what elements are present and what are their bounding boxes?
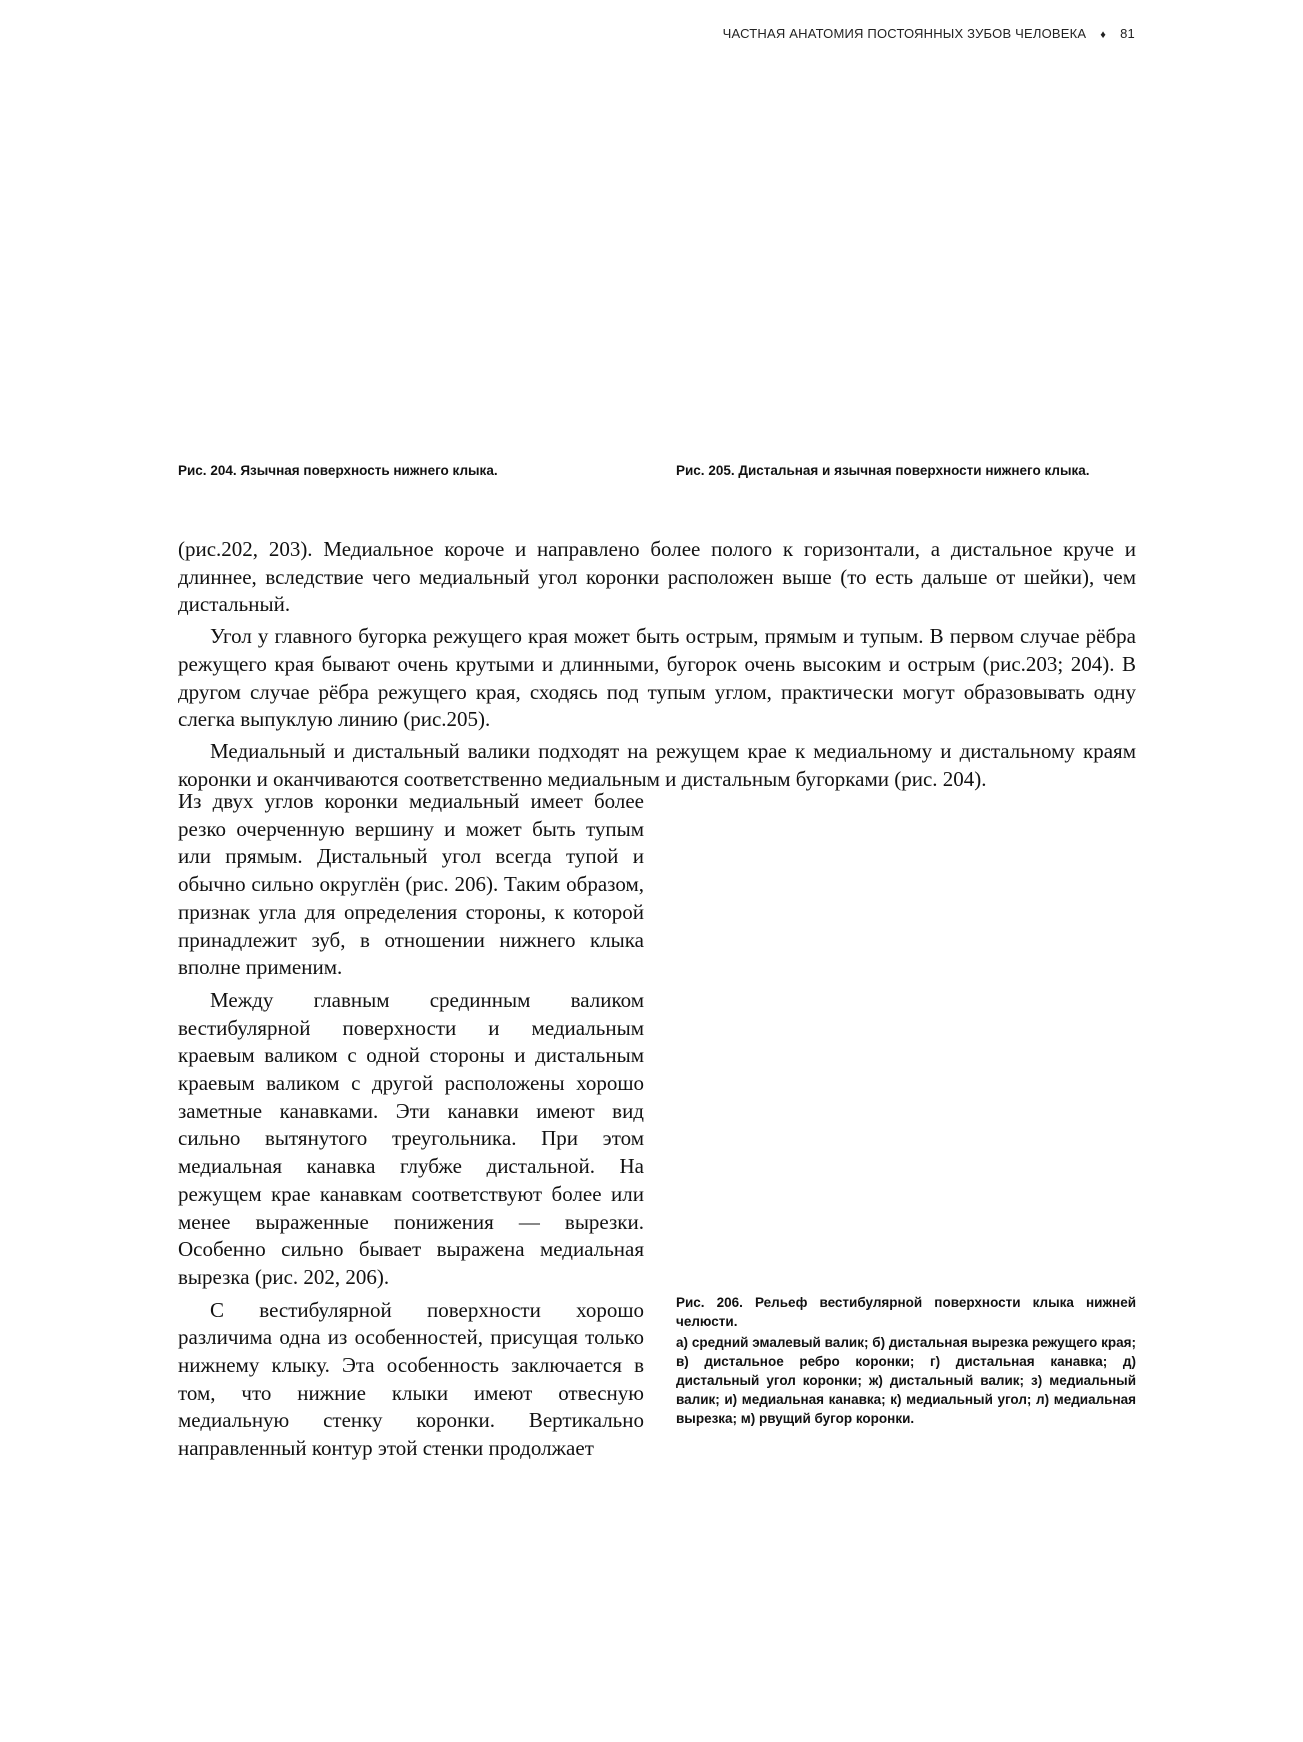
paragraph: (рис.202, 203). Медиальное короче и направлено более полого к горизонтали, а дистальное круче и длиннее, вследствие чего медиальный угол коронки расположен выше (то есть дальше от шейки), чем дистальный. bbox=[178, 537, 1136, 617]
body-text-column bbox=[178, 788, 644, 1463]
figure-206-image bbox=[676, 800, 1136, 1280]
figure-204-caption: Рис. 204. Язычная поверхность нижнего клыка. bbox=[178, 463, 498, 478]
figure-205-caption: Рис. 205. Дистальная и язычная поверхности нижнего клыка. bbox=[676, 463, 1090, 478]
paragraph: Из двух углов коронки медиальный имеет более резко очерченную вершину и может быть тупым или прямым. Дистальный угол всегда тупой и обычно сильно округлён (рис. 206). Таким образом, признак угла для определения стороны, к которой принадлежит зуб, в отношении нижнего клыка вполне применим. bbox=[178, 789, 644, 980]
page-number: 81 bbox=[1120, 26, 1135, 41]
running-title: ЧАСТНАЯ АНАТОМИЯ ПОСТОЯННЫХ ЗУБОВ ЧЕЛОВЕКА bbox=[722, 26, 1087, 41]
paragraph: Угол у главного бугорка режущего края может быть острым, прямым и тупым. В первом случае рёбра режущего края бывают очень крутыми и длинными, бугорок очень высоким и острым (рис.203; 204). В другом случае рёбра режущего края, сходясь под тупым углом, практически могут образовывать одну слегка выпуклую линию (рис.205). bbox=[178, 624, 1136, 732]
figure-206-title: Рис. 206. Рельеф вестибулярной поверхности клыка нижней челюсти. bbox=[676, 1295, 1136, 1329]
paragraph: С вестибулярной поверхности хорошо различима одна из особенностей, присущая только нижнему клыку. Эта особенность заключается в том, что нижние клыки имеют отвесную медиальную стенку коронки. Вертикально направленный контур этой стенки продолжает bbox=[178, 1297, 644, 1461]
figure-206-legend: а) средний эмалевый валик; б) дистальная вырезка режущего края; в) дистальное ребро коронки; г) дистальная канавка; д) дистальный угол коронки; ж) дистальный валик; з) медиальный валик; и) медиальная канавка; к) медиальный угол; л) медиальная вырезка; м) рвущий бугор коронки. bbox=[676, 1335, 1136, 1426]
paragraph: Медиальный и дистальный валики подходят на режущем крае к медиальному и дистальному краям коронки и оканчиваются соответственно медиальным и дистальным бугорками (рис. 204). bbox=[178, 738, 1136, 791]
separator-glyph: ♦ bbox=[1100, 29, 1107, 41]
paragraph: Между главным срединным валиком вестибулярной поверхности и медиальным краевым валиком с одной стороны и дистальным краевым валиком с другой расположены хорошо заметные канавками. Эти канавки имеют вид сильно вытянутого треугольника. При этом медиальная канавка глубже дистальной. На режущем крае канавкам соответствуют более или менее выраженные понижения — вырезки. Особенно сильно бывает выражена медиальная вырезка (рис. 202, 206). bbox=[178, 987, 644, 1289]
figure-205-image bbox=[676, 60, 1136, 450]
figure-206-caption bbox=[676, 1293, 1136, 1428]
figure-204-image bbox=[178, 60, 628, 450]
body-text-full-width bbox=[178, 536, 1136, 793]
running-head bbox=[560, 26, 1135, 41]
